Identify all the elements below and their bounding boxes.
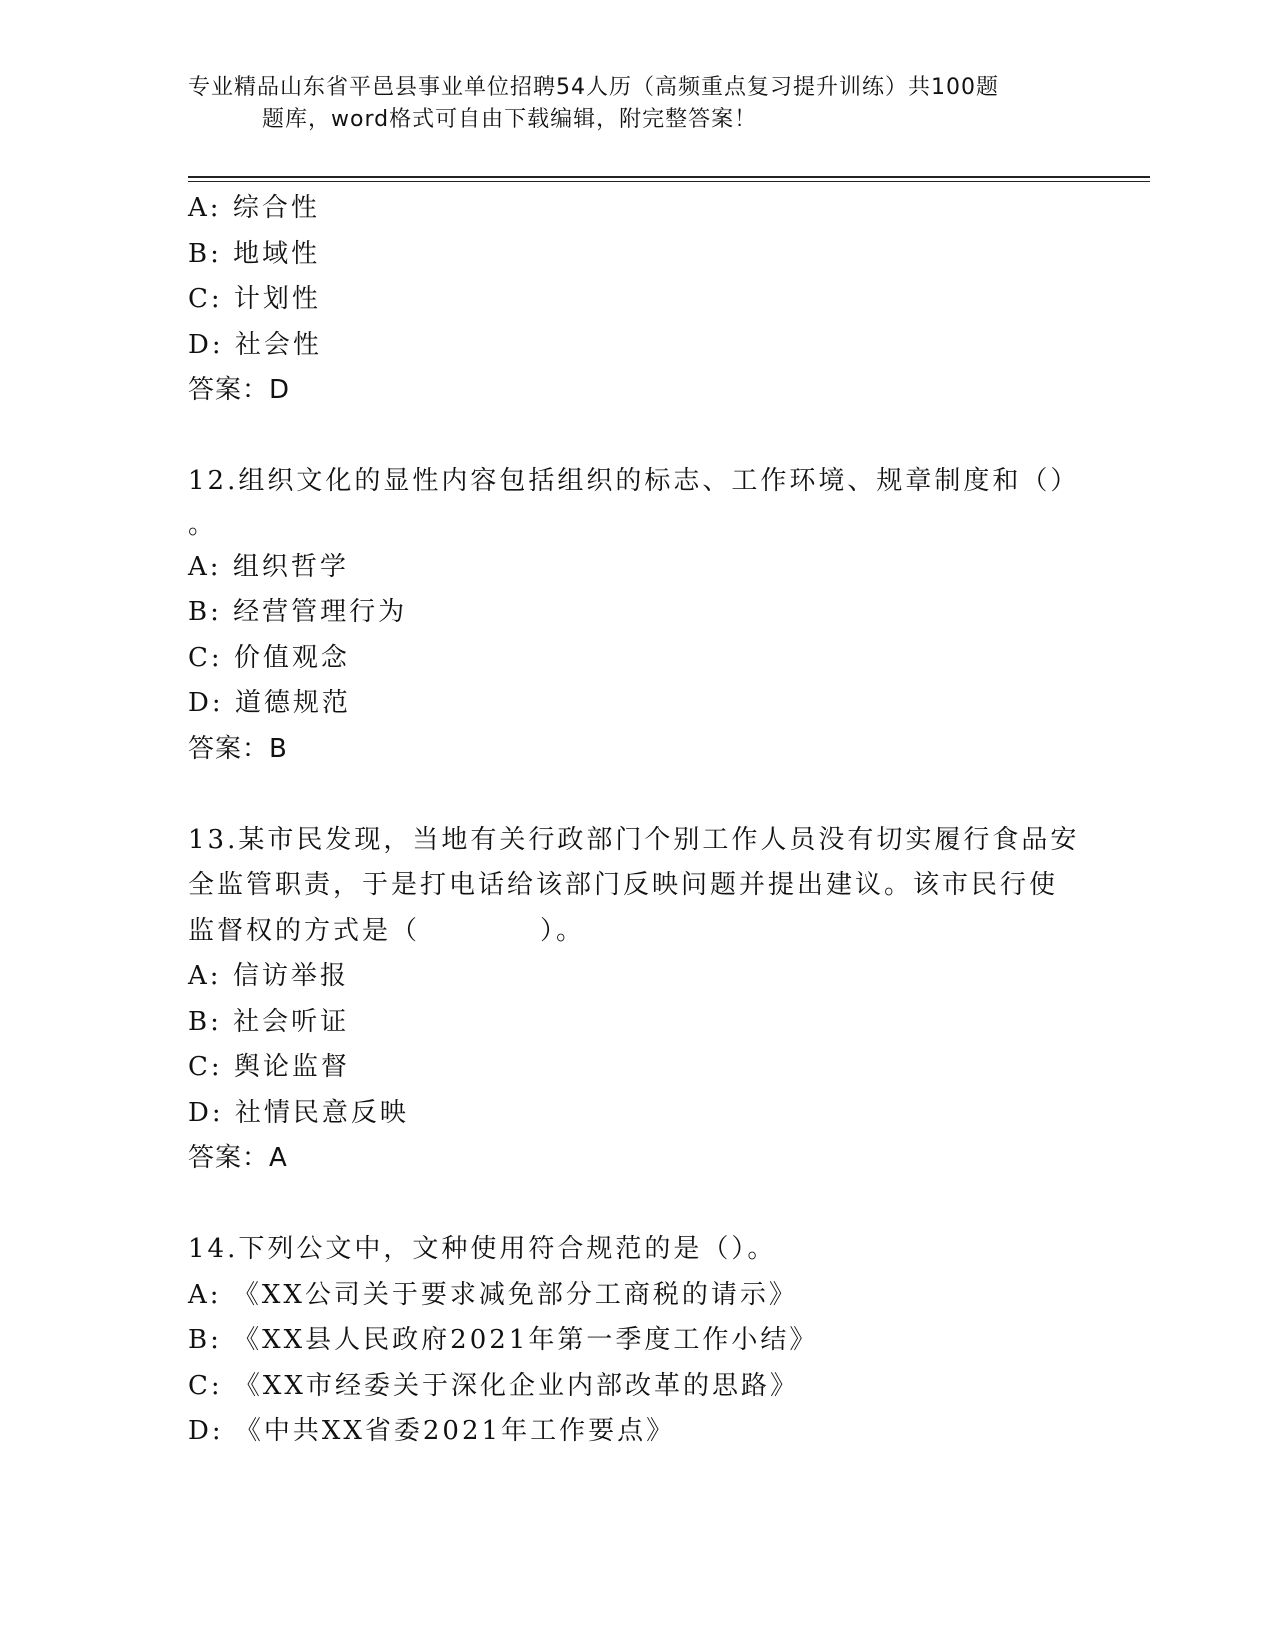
answer: 答案：D	[188, 375, 291, 405]
question-stem-continued: 。	[188, 509, 218, 540]
question-stem: 13.某市民发现，当地有关行政部门个别工作人员没有切实履行食品安	[188, 824, 1080, 855]
question-14	[188, 1227, 1088, 1455]
question-stem: 12.组织文化的显性内容包括组织的标志、工作环境、规章制度和（）	[188, 466, 1080, 496]
question-11	[188, 186, 1088, 414]
header-title-line-1: 专业精品山东省平邑县事业单位招聘54人历（高频重点复习提升训练）共100题	[188, 75, 999, 100]
option-c: C: 计划性	[188, 284, 321, 314]
document-header	[188, 72, 1088, 136]
option-d: D: 社会性	[188, 329, 322, 360]
option-a: A: 信访举报	[188, 961, 349, 991]
question-13	[188, 818, 1088, 1182]
question-12	[188, 459, 1088, 772]
option-b: B: 社会听证	[188, 1006, 350, 1037]
option-b: B: 经营管理行为	[188, 597, 408, 627]
question-stem-continued: 监督权的方式是（ ）。	[188, 915, 586, 946]
question-stem-continued: 全监管职责，于是打电话给该部门反映问题并提出建议。该市民行使	[188, 870, 1059, 900]
question-stem: 14.下列公文中，文种使用符合规范的是（）。	[188, 1234, 777, 1264]
header-divider-thin	[188, 181, 1150, 182]
question-list	[188, 186, 1088, 1455]
header-divider	[188, 176, 1150, 178]
option-d: D: 社情民意反映	[188, 1097, 409, 1128]
answer: 答案：A	[188, 1143, 288, 1173]
option-a: A: 组织哲学	[188, 551, 349, 582]
option-c: C: 舆论监督	[188, 1052, 350, 1082]
option-a: A: 综合性	[188, 193, 320, 223]
option-d: D: 《中共XX省委2021年工作要点》	[188, 1416, 676, 1446]
option-c: C: 价值观念	[188, 642, 350, 673]
option-d: D: 道德规范	[188, 688, 351, 718]
option-b: B: 《XX县人民政府2021年第一季度工作小结》	[188, 1325, 819, 1355]
option-c: C: 《XX市经委关于深化企业内部改革的思路》	[188, 1370, 799, 1401]
answer: 答案：B	[188, 733, 288, 764]
header-title-line-2: 题库，word格式可自由下载编辑，附完整答案！	[262, 107, 758, 132]
option-a: A: 《XX公司关于要求减免部分工商税的请示》	[188, 1279, 798, 1310]
option-b: B: 地域性	[188, 238, 321, 269]
